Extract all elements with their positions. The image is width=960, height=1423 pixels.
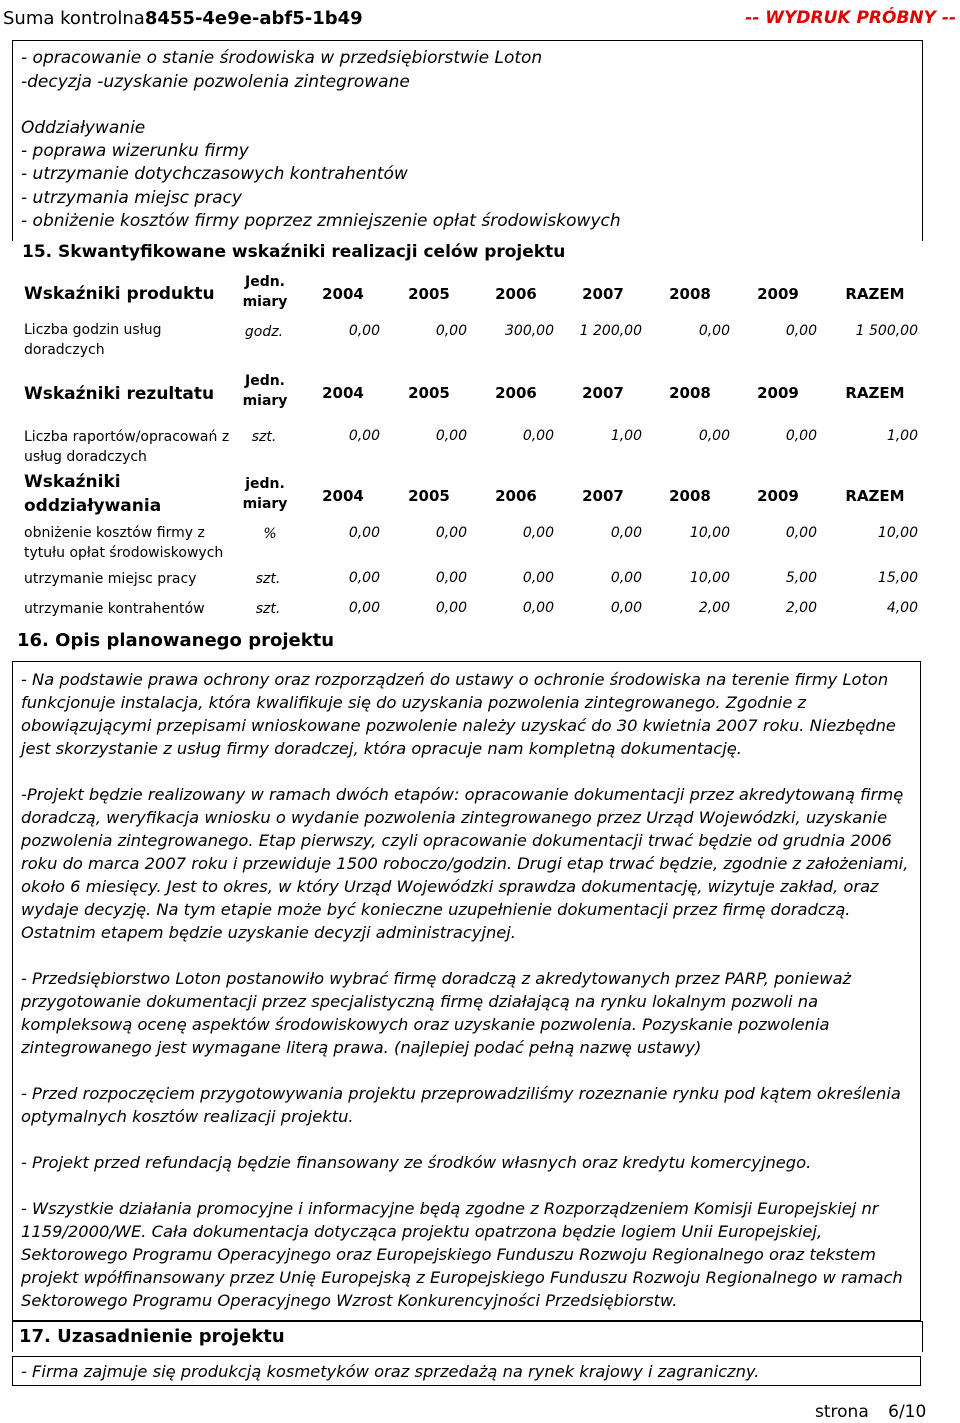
year-cell: RAZEM — [845, 285, 905, 303]
description-paragraph: - Projekt przed refundacją będzie finansowany ze środków własnych oraz kredytu komercyjnego. — [21, 1153, 812, 1172]
page-header — [0, 0, 960, 38]
years-row-rezultat — [290, 384, 920, 404]
value-cell: 10,00 — [877, 525, 918, 541]
year-cell: 2007 — [582, 384, 624, 402]
year-cell: 2004 — [322, 384, 364, 402]
section-16-title: 16. Opis planowanego projektu — [17, 630, 335, 651]
value-cell: 1 200,00 — [579, 323, 642, 339]
value-cell: 10,00 — [689, 570, 730, 586]
year-cell: 2006 — [495, 285, 537, 303]
value-cell: 1,00 — [610, 428, 642, 444]
justification-paragraph: - Firma zajmuje się produkcją kosmetyków oraz sprzedażą na rynek krajowy i zagraniczny. — [21, 1362, 760, 1381]
values-row — [290, 570, 920, 590]
top-line: - poprawa wizerunku firmy — [21, 141, 249, 161]
description-paragraph: - Wszystkie działania promocyjne i informacyjne będą zgodne z Rozporządzeniem Komisji Europejskiej nr 1159/2000/WE. Cała dokumentacja dotycząca projektu opatrzona będzie logiem Unii Europejskiej, Sektorowego Programu Operacyjnego oraz Europejskiego Funduszu Rozwoju Regionalnego oraz tekstem projekt wpółfinansowany przez Unię Europejską z Europejskiego Funduszu Rozwoju Regionalnego w ramach Sektorowego Programu Operacyjnego Wzrost Konkurencyjności Przedsiębiorstw. — [21, 1199, 903, 1310]
year-cell: RAZEM — [845, 487, 905, 505]
value-cell: 0,00 — [348, 600, 380, 616]
year-cell: 2008 — [669, 285, 711, 303]
top-line: - utrzymanie dotychczasowych kontrahentów — [21, 164, 408, 184]
checksum-title — [3, 8, 363, 29]
value-cell: 0,00 — [348, 525, 380, 541]
top-line: - obniżenie kosztów firmy poprzez zmniejszenie opłat środowiskowych — [21, 211, 621, 231]
group-label-oddzialywanie: Wskaźniki oddziaływania — [24, 472, 162, 516]
row-unit: szt. — [251, 429, 277, 445]
values-row — [290, 525, 920, 545]
year-cell: 2005 — [408, 285, 450, 303]
page-value: 6/10 — [888, 1402, 927, 1422]
year-cell: 2009 — [757, 487, 799, 505]
row-unit: % — [263, 526, 277, 542]
value-cell: 1,00 — [886, 428, 918, 444]
value-cell: 5,00 — [785, 570, 817, 586]
checksum-prefix: Suma kontrolna — [3, 8, 145, 29]
checksum-code: 8455-4e9e-abf5-1b49 — [144, 8, 363, 29]
value-cell: 0,00 — [522, 428, 554, 444]
value-cell: 0,00 — [698, 323, 730, 339]
top-line: - opracowanie o stanie środowiska w przedsiębiorstwie Loton — [21, 48, 543, 68]
year-cell: 2007 — [582, 487, 624, 505]
value-cell: 0,00 — [522, 525, 554, 541]
top-line: Oddziaływanie — [21, 118, 146, 138]
value-cell: 0,00 — [435, 323, 467, 339]
values-row — [290, 323, 920, 343]
top-line: - utrzymania miejsc pracy — [21, 188, 242, 208]
year-cell: RAZEM — [845, 384, 905, 402]
year-cell: 2009 — [757, 384, 799, 402]
group-label-produkt: Wskaźniki produktu — [24, 284, 215, 304]
years-row-produkt — [290, 285, 920, 305]
section-17-title: 17. Uzasadnienie projektu — [19, 1326, 285, 1347]
value-cell: 2,00 — [698, 600, 730, 616]
value-cell: 0,00 — [348, 428, 380, 444]
year-cell: 2005 — [408, 487, 450, 505]
page-label: strona — [815, 1402, 869, 1422]
years-row-oddzialywanie — [290, 487, 920, 507]
row-label: Liczba raportów/opracowań z usług doradczych — [24, 429, 230, 465]
value-cell: 15,00 — [877, 570, 918, 586]
row-unit: szt. — [255, 571, 281, 587]
value-cell: 0,00 — [785, 525, 817, 541]
value-cell: 2,00 — [785, 600, 817, 616]
section-16-box — [12, 661, 921, 1321]
section-17-header-box — [12, 1321, 923, 1352]
value-cell: 0,00 — [435, 525, 467, 541]
values-row — [290, 428, 920, 448]
value-cell: 0,00 — [522, 600, 554, 616]
description-paragraph: -Projekt będzie realizowany w ramach dwóch etapów: opracowanie dokumentacji przez akredytowaną firmę doradczą, weryfikacja wniosku o wydanie pozwolenia zintegrowanego przez Urząd Wojewódzki, uzyskanie pozwolenia zintegrowanego. Etap pierwszy, czyli opracowanie dokumentacji trwać będzie od grudnia 2006 roku do marca 2007 roku i przewiduje 1500 roboczo/godzin. Drugi etap trwać będzie, zgodnie z założeniami, około 6 miesięcy. Jest to okres, w który Urząd Wojewódzki sprawdza dokumentację, wizytuje zakład, oraz wydaje decyzję. Na tym etapie może być konieczne uzupełnienie dokumentacji przez firmę doradczą. Ostatnim etapem będzie uzyskanie decyzji administracyjnej. — [21, 785, 909, 942]
value-cell: 0,00 — [348, 323, 380, 339]
value-cell: 0,00 — [610, 600, 642, 616]
year-cell: 2006 — [495, 384, 537, 402]
value-cell: 0,00 — [610, 525, 642, 541]
draft-watermark: -- WYDRUK PRÓBNY -- — [745, 8, 956, 28]
year-cell: 2006 — [495, 487, 537, 505]
section-17-box — [12, 1356, 921, 1386]
year-cell: 2004 — [322, 487, 364, 505]
value-cell: 10,00 — [689, 525, 730, 541]
group-label-rezultat: Wskaźniki rezultatu — [24, 384, 215, 404]
value-cell: 0,00 — [610, 570, 642, 586]
value-cell: 0,00 — [435, 600, 467, 616]
row-label: obniżenie kosztów firmy z tytułu opłat środowiskowych — [24, 525, 224, 561]
value-cell: 0,00 — [698, 428, 730, 444]
row-label: Liczba godzin usług doradczych — [24, 322, 162, 358]
value-cell: 4,00 — [886, 600, 918, 616]
value-cell: 0,00 — [348, 570, 380, 586]
year-cell: 2004 — [322, 285, 364, 303]
value-cell: 300,00 — [505, 323, 554, 339]
year-cell: 2008 — [669, 384, 711, 402]
row-label: utrzymanie kontrahentów — [24, 601, 205, 617]
row-label: utrzymanie miejsc pracy — [24, 571, 197, 587]
unit-header: Jedn. miary — [242, 373, 288, 409]
description-paragraph: - Przedsiębiorstwo Loton postanowiło wybrać firmę doradczą z akredytowanych przez PARP, ponieważ przygotowanie dokumentacji przez specjalistyczną firmę działającą na rynku lokalnym pozwoli na kompleksową ocenę aspektów środowiskowych oraz uzyskanie pozwolenia. Pozyskanie pozwolenia zintegrowanego jest wymagane literą prawa. (najlepiej podać pełną nazwę ustawy) — [21, 969, 852, 1057]
year-cell: 2009 — [757, 285, 799, 303]
unit-header: jedn. miary — [242, 476, 288, 512]
year-cell: 2005 — [408, 384, 450, 402]
description-paragraph: - Na podstawie prawa ochrony oraz rozporządzeń do ustawy o ochronie środowiska na terenie firmy Loton funkcjonuje instalacja, która kwalifikuje się do uzyskania pozwolenia zintegrowanego. Zgodnie z obowiązującymi przepisami wnioskowane pozwolenie należy uzyskać do 30 kwietnia 2007 roku. Niezbędne jest skorzystanie z usług firmy doradczej, która opracuje nam kompletną dokumentację. — [21, 670, 896, 758]
values-row — [290, 600, 920, 620]
section-15-title: 15. Skwantyfikowane wskaźniki realizacji celów projektu — [22, 242, 566, 262]
unit-header: Jedn. miary — [242, 274, 288, 310]
value-cell: 0,00 — [522, 570, 554, 586]
value-cell: 0,00 — [435, 428, 467, 444]
value-cell: 0,00 — [435, 570, 467, 586]
year-cell: 2007 — [582, 285, 624, 303]
top-line: -decyzja -uzyskanie pozwolenia zintegrowane — [21, 72, 410, 92]
row-unit: godz. — [244, 324, 284, 340]
value-cell: 0,00 — [785, 428, 817, 444]
value-cell: 1 500,00 — [855, 323, 918, 339]
value-cell: 0,00 — [785, 323, 817, 339]
page-number — [815, 1402, 926, 1422]
description-paragraph: - Przed rozpoczęciem przygotowywania projektu przeprowadziliśmy rozeznanie rynku pod kątem określenia optymalnych kosztów realizacji projektu. — [21, 1084, 901, 1126]
row-unit: szt. — [255, 601, 281, 617]
year-cell: 2008 — [669, 487, 711, 505]
